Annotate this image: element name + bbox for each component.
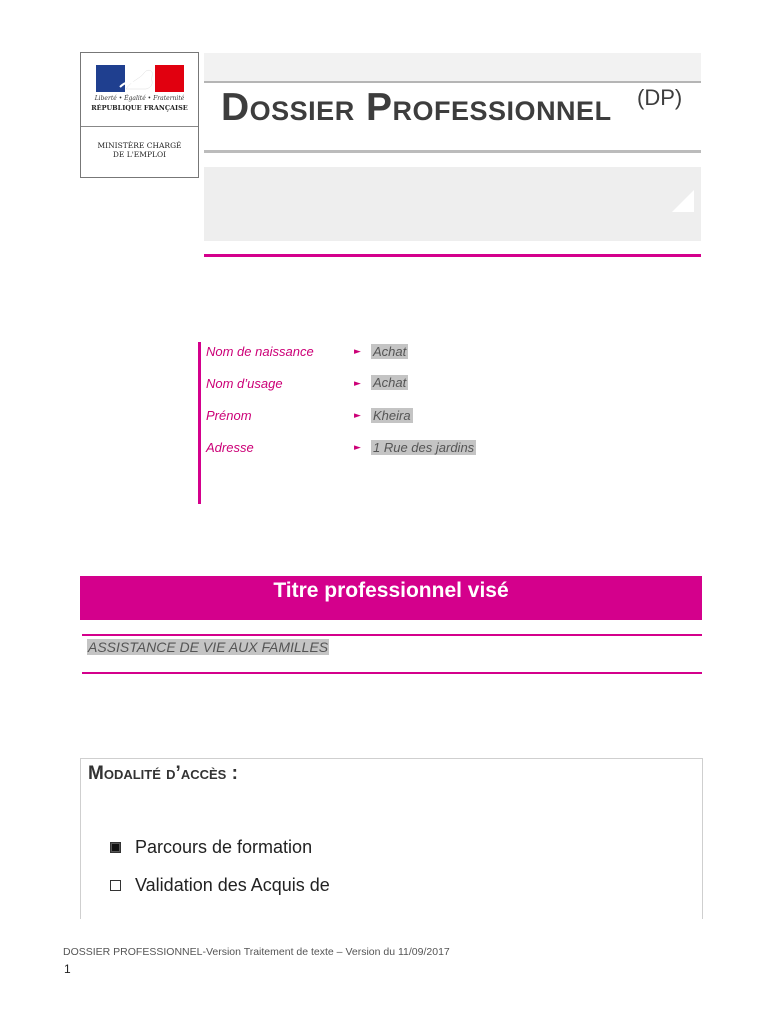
identity-value-nom-naissance[interactable]: Achat	[373, 344, 407, 359]
corner-triangle-icon	[672, 190, 694, 212]
identity-label-prenom: Prénom	[206, 408, 252, 423]
page-title-sup: (DP)	[637, 85, 683, 110]
identity-label-nom-naissance: Nom de naissance	[206, 344, 314, 359]
logo-republic: RÉPUBLIQUE FRANÇAISE	[91, 104, 188, 112]
logo-motto: Liberté • Égalité • Fraternité	[94, 95, 185, 102]
identity-label-adresse: Adresse	[206, 440, 254, 455]
titre-line-bottom	[82, 672, 702, 674]
titre-value[interactable]: ASSISTANCE DE VIE AUX FAMILLES	[88, 639, 329, 655]
marianne-logo	[80, 52, 199, 178]
identity-value-prenom[interactable]: Kheira	[373, 408, 411, 423]
titre-heading: Titre professionnel visé	[273, 579, 509, 602]
modalite-title: Modalité d’accès :	[88, 763, 238, 784]
identity-value-nom-usage[interactable]: Achat	[373, 375, 407, 390]
logo-ministry	[81, 141, 198, 159]
page-number: 1	[64, 962, 71, 976]
header-top-line	[204, 81, 701, 83]
checkbox-vae[interactable]	[110, 880, 121, 891]
bullet-arrow-icon: ►	[354, 347, 361, 357]
titre-line-top	[82, 634, 702, 636]
identity-label-nom-usage: Nom d’usage	[206, 376, 283, 391]
header-divider	[204, 150, 701, 153]
option-parcours-label: Parcours de formation	[135, 837, 313, 857]
header-subtitle-box	[204, 167, 701, 241]
checkbox-parcours[interactable]	[110, 842, 121, 853]
bullet-arrow-icon: ►	[354, 411, 361, 421]
logo-ministry-line2: DE L'EMPLOI	[112, 150, 167, 159]
header-top-bar	[204, 53, 701, 81]
identity-accent-bar	[198, 342, 201, 504]
footer-text: DOSSIER PROFESSIONNEL-Version Traitement de texte – Version du 11/09/2017	[63, 946, 450, 958]
bullet-arrow-icon: ►	[354, 379, 361, 389]
logo-ministry-line1: MINISTÈRE CHARGÉ	[97, 141, 182, 150]
page-title: Dossier Professionnel	[221, 86, 612, 129]
marianne-flag-icon	[96, 65, 184, 92]
logo-divider	[81, 126, 198, 127]
identity-value-adresse[interactable]: 1 Rue des jardins	[373, 440, 475, 455]
header-accent-line	[204, 254, 701, 257]
bullet-arrow-icon: ►	[354, 443, 361, 453]
option-vae-label: Validation des Acquis de	[135, 875, 330, 895]
